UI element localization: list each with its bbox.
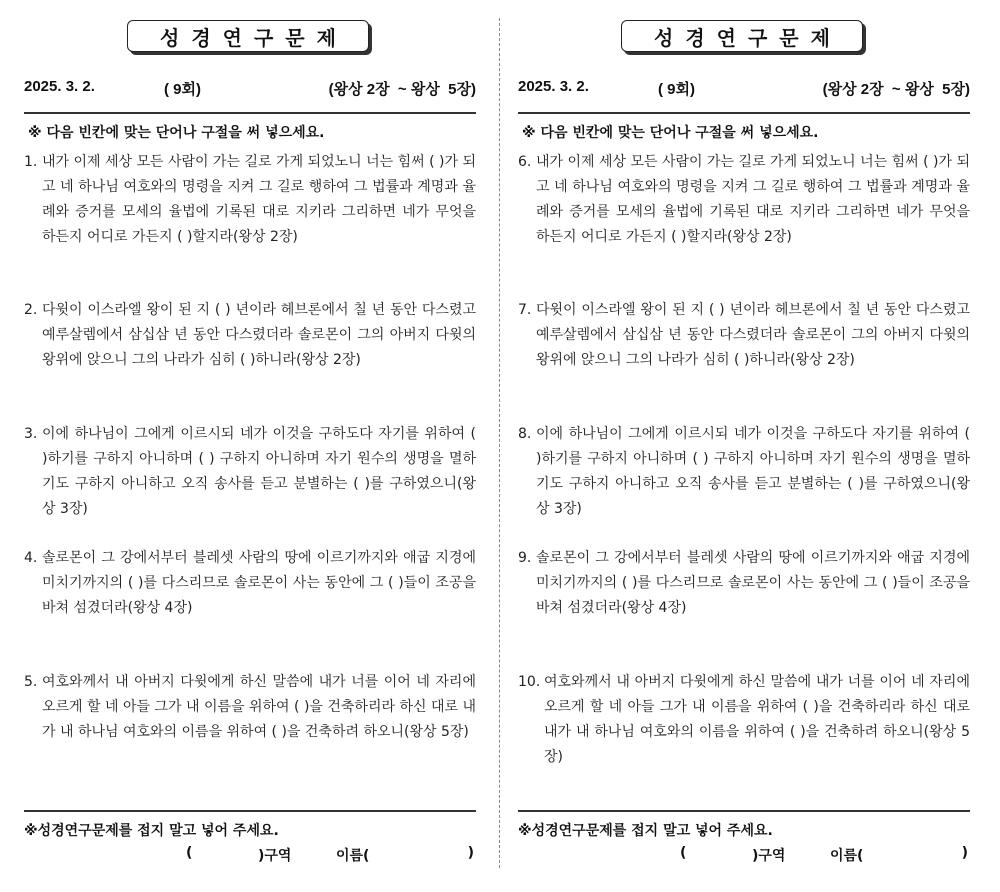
range-label: (왕상 2장 ~ 왕상 5장) [328, 81, 476, 98]
header-rule [518, 112, 970, 114]
question-item [24, 670, 476, 745]
question-number: 10. [518, 674, 541, 690]
question-text: 내가 이제 세상 모든 사람이 가는 길로 가게 되었노니 너는 힘써 ( )가 되고 네 하나님 여호와의 명령을 지켜 그 길로 행하여 그 법률과 계명과 율례와 증거를 모세의 율법에 기록된 대로 지키라 그리하면 네가 무엇을 하든지 어디로 가든지 ( )할지라(왕상 2장) [42, 154, 476, 245]
question-number: 7. [518, 302, 532, 318]
question-text: 이에 하나님이 그에게 이르시되 네가 이것을 구하도다 자기를 위하여 ( )하기를 구하지 아니하며 ( ) 구하지 아니하며 자기 원수의 생명을 멸하기도 구하지 아니하고 오직 송사를 듣고 분별하는 ( )를 구하였으니(왕상 3장) [536, 426, 970, 517]
footer-rule [518, 810, 970, 812]
name-close-paren: ) [961, 845, 968, 861]
round-label: ( 9회) [164, 81, 201, 98]
date-label: 2025. 3. 2. [24, 78, 95, 95]
question-item [518, 150, 970, 250]
question-item [24, 422, 476, 522]
question-item [24, 150, 476, 250]
instruction-text: ※ 다음 빈칸에 맞는 단어나 구절을 써 넣으세요. [28, 125, 325, 141]
cut-line-divider [499, 18, 500, 868]
question-number: 6. [518, 154, 532, 170]
question-text: 내가 이제 세상 모든 사람이 가는 길로 가게 되었노니 너는 힘써 ( )가 되고 네 하나님 여호와의 명령을 지켜 그 길로 행하여 그 법률과 계명과 율례와 증거를 모세의 율법에 기록된 대로 지키라 그리하면 네가 무엇을 하든지 어디로 가든지 ( )할지라(왕상 2장) [536, 154, 970, 245]
round-label: ( 9회) [658, 81, 695, 98]
question-text: 솔로몬이 그 강에서부터 블레셋 사람의 땅에 이르기까지와 애굽 지경에 미치기까지의 ( )를 다스리므로 솔로몬이 사는 동안에 그 ( )들이 조공을 바쳐 섬겼더라(왕상 4장) [42, 550, 476, 616]
title-wrap [24, 20, 476, 56]
header-row [24, 78, 476, 102]
date-label: 2025. 3. 2. [518, 78, 589, 95]
footer-note: ※성경연구문제를 접지 말고 넣어 주세요. [24, 823, 279, 839]
district-label: )구역 [752, 848, 786, 864]
question-number: 8. [518, 426, 532, 442]
district-open-paren: ( [680, 845, 687, 861]
question-item [518, 670, 970, 770]
question-item [518, 422, 970, 522]
question-item [24, 546, 476, 621]
question-item [24, 298, 476, 373]
name-label: 이름( [336, 848, 370, 864]
footer-fill-line [24, 845, 476, 867]
page-title: 성경연구문제 [127, 20, 369, 52]
question-text: 솔로몬이 그 강에서부터 블레셋 사람의 땅에 이르기까지와 애굽 지경에 미치기까지의 ( )를 다스리므로 솔로몬이 사는 동안에 그 ( )들이 조공을 바쳐 섬겼더라(왕상 4장) [536, 550, 970, 616]
question-text: 여호와께서 내 아버지 다윗에게 하신 말씀에 내가 너를 이어 네 자리에 오르게 할 네 아들 그가 내 이름을 위하여 ( )을 건축하리라 하신 대로 내가 내 하나님 여호와의 이름을 위하여 ( )을 건축하려 하오니(왕상 5장) [42, 674, 476, 740]
range-label: (왕상 2장 ~ 왕상 5장) [822, 81, 970, 98]
district-label: )구역 [258, 848, 292, 864]
question-number: 9. [518, 550, 532, 566]
instruction-text: ※ 다음 빈칸에 맞는 단어나 구절을 써 넣으세요. [522, 125, 819, 141]
question-item [518, 298, 970, 373]
question-number: 1. [24, 154, 38, 170]
question-number: 2. [24, 302, 38, 318]
name-close-paren: ) [467, 845, 474, 861]
question-text: 다윗이 이스라엘 왕이 된 지 ( ) 년이라 헤브론에서 칠 년 동안 다스렸고 예루살렘에서 삼십삼 년 동안 다스렸더라 솔로몬이 그의 아버지 다윗의 왕위에 앉으니 그의 나라가 심히 ( )하니라(왕상 2장) [536, 302, 970, 368]
header-row [518, 78, 970, 102]
question-text: 여호와께서 내 아버지 다윗에게 하신 말씀에 내가 너를 이어 네 자리에 오르게 할 네 아들 그가 내 이름을 위하여 ( )을 건축하리라 하신 대로 내가 내 하나님 여호와의 이름을 위하여 ( )을 건축하려 하오니(왕상 5장) [544, 674, 970, 765]
district-open-paren: ( [186, 845, 193, 861]
question-text: 다윗이 이스라엘 왕이 된 지 ( ) 년이라 헤브론에서 칠 년 동안 다스렸고 예루살렘에서 삼십삼 년 동안 다스렸더라 솔로몬이 그의 아버지 다윗의 왕위에 앉으니 그의 나라가 심히 ( )하니라(왕상 2장) [42, 302, 476, 368]
footer-fill-line [518, 845, 970, 867]
question-text: 이에 하나님이 그에게 이르시되 네가 이것을 구하도다 자기를 위하여 ( )하기를 구하지 아니하며 ( ) 구하지 아니하며 자기 원수의 생명을 멸하기도 구하지 아니하고 오직 송사를 듣고 분별하는 ( )를 구하였으니(왕상 3장) [42, 426, 476, 517]
footer-rule [24, 810, 476, 812]
question-number: 4. [24, 550, 38, 566]
question-item [518, 546, 970, 621]
question-number: 3. [24, 426, 38, 442]
title-wrap [518, 20, 970, 56]
footer-note: ※성경연구문제를 접지 말고 넣어 주세요. [518, 823, 773, 839]
name-label: 이름( [830, 848, 864, 864]
question-number: 5. [24, 674, 38, 690]
header-rule [24, 112, 476, 114]
page-title: 성경연구문제 [621, 20, 863, 52]
